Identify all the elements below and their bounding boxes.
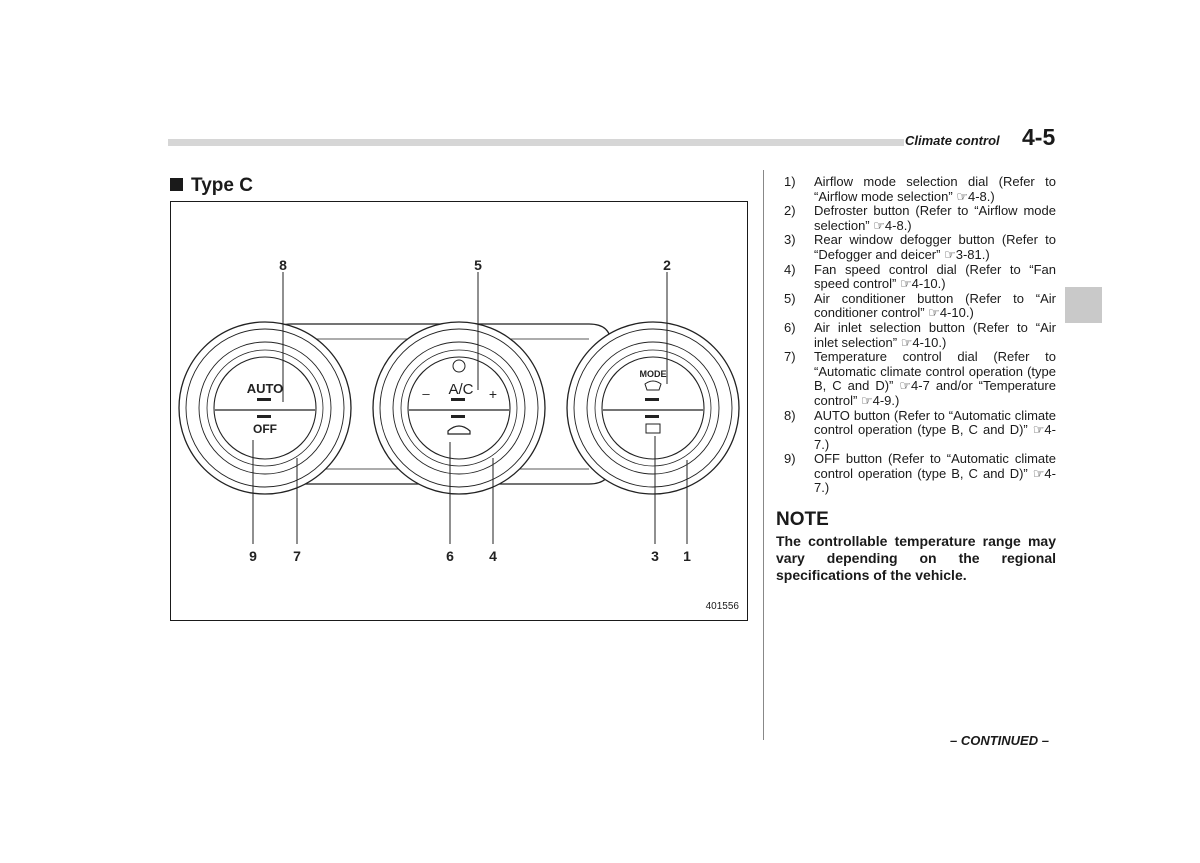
chapter-thumb-tab bbox=[1065, 287, 1102, 323]
list-item bbox=[784, 204, 1056, 233]
list-item bbox=[784, 175, 1056, 204]
list-item-number: 8) bbox=[784, 407, 796, 423]
off-button-label: OFF bbox=[253, 422, 277, 436]
list-item-number: 1) bbox=[784, 174, 796, 189]
callout-legend-list bbox=[784, 175, 1056, 496]
list-item-text: Fan speed control dial (Refer to “Fan speed control” ☞4-10.) bbox=[814, 261, 1056, 292]
list-item bbox=[784, 409, 1056, 453]
list-item-number: 9) bbox=[784, 451, 796, 467]
list-item bbox=[784, 263, 1056, 292]
callout-7: 7 bbox=[293, 548, 301, 564]
list-item-text: Defroster button (Refer to “Airflow mode selection” ☞4-8.) bbox=[814, 203, 1056, 233]
list-item-number: 7) bbox=[784, 349, 796, 365]
list-item bbox=[784, 452, 1056, 496]
ac-button-label: A/C bbox=[448, 381, 474, 398]
list-item bbox=[784, 233, 1056, 262]
callout-2: 2 bbox=[663, 257, 671, 273]
list-item-text: Temperature control dial (Refer to “Automatic climate control operation (type B, C and D)” ☞4-7 and/or “Temperature control” ☞4-9.) bbox=[814, 349, 1056, 408]
column-divider bbox=[763, 170, 764, 740]
callout-5: 5 bbox=[474, 257, 482, 273]
list-item-number: 3) bbox=[784, 232, 796, 248]
center-knob bbox=[373, 322, 545, 494]
figure-id: 401556 bbox=[705, 601, 739, 612]
square-bullet-icon bbox=[170, 178, 183, 191]
list-item-number: 4) bbox=[784, 261, 796, 277]
section-title bbox=[170, 175, 253, 197]
callout-3: 3 bbox=[651, 548, 659, 564]
callout-9: 9 bbox=[249, 548, 257, 564]
list-item-number: 2) bbox=[784, 203, 796, 219]
callout-8: 8 bbox=[279, 257, 287, 273]
callout-1: 1 bbox=[683, 548, 691, 564]
header-chapter-title: Climate control bbox=[905, 133, 1000, 148]
climate-control-figure bbox=[170, 201, 748, 621]
right-knob bbox=[567, 322, 739, 494]
fan-plus-label: + bbox=[488, 386, 498, 402]
list-item bbox=[784, 350, 1056, 408]
header-rule bbox=[168, 139, 904, 146]
climate-panel-illustration bbox=[171, 202, 749, 622]
list-item-number: 6) bbox=[784, 319, 796, 335]
mode-label: MODE bbox=[639, 369, 667, 379]
left-knob bbox=[179, 322, 351, 494]
header-page-number: 4-5 bbox=[1022, 124, 1056, 150]
list-item-text: OFF button (Refer to “Automatic climate control operation (type B, C and D)” ☞4-7.) bbox=[814, 451, 1056, 496]
list-item-text: AUTO button (Refer to “Automatic climate control operation (type B, C and D)” ☞4-7.) bbox=[814, 407, 1056, 452]
list-item-text: Rear window defogger button (Refer to “Defogger and deicer” ☞3-81.) bbox=[814, 232, 1056, 262]
continued-marker: – CONTINUED – bbox=[950, 733, 1049, 748]
note-body: The controllable temperature range may vary depending on the regional specifications of the vehicle. bbox=[776, 533, 1056, 583]
callout-4: 4 bbox=[489, 548, 497, 564]
list-item-text: Air conditioner button (Refer to “Air conditioner control” ☞4-10.) bbox=[814, 290, 1056, 321]
list-item-number: 5) bbox=[784, 290, 796, 306]
list-item bbox=[784, 321, 1056, 350]
fan-minus-label: – bbox=[422, 386, 430, 401]
auto-button-label: AUTO bbox=[246, 381, 284, 396]
note-heading: NOTE bbox=[776, 509, 829, 530]
list-item bbox=[784, 292, 1056, 321]
section-title-text: Type C bbox=[191, 175, 253, 196]
list-item-text: Airflow mode selection dial (Refer to “Airflow mode selection” ☞4-8.) bbox=[814, 174, 1056, 204]
callout-6: 6 bbox=[446, 548, 454, 564]
list-item-text: Air inlet selection button (Refer to “Air inlet selection” ☞4-10.) bbox=[814, 319, 1056, 350]
